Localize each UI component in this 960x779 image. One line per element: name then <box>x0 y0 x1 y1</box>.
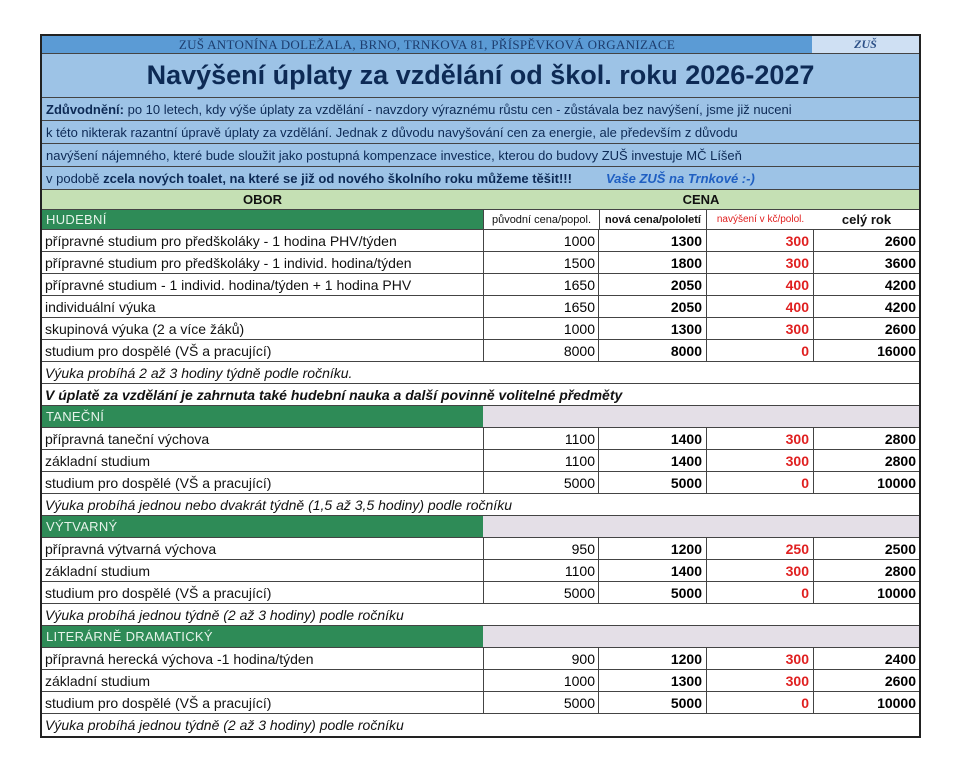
row-full-year: 2400 <box>884 650 916 667</box>
school-logo <box>812 36 919 53</box>
row-increase: 300 <box>706 670 814 691</box>
row-increase: 300 <box>706 428 814 449</box>
row-increase: 300 <box>706 450 814 471</box>
note-row <box>42 494 919 516</box>
row-increase: 300 <box>706 252 814 273</box>
row-orig-price: 1000 <box>483 670 599 691</box>
row-full-year: 2600 <box>884 672 916 689</box>
row-new-price: 1300 <box>670 320 702 337</box>
row-increase: 300 <box>706 318 814 339</box>
row-increase: 300 <box>706 560 814 581</box>
row-orig-price: 900 <box>483 648 599 669</box>
org-banner <box>42 36 919 54</box>
row-name: základní studium <box>45 452 151 469</box>
note-row <box>42 362 919 384</box>
justification-line-2 <box>42 121 919 144</box>
row-full-year: 10000 <box>877 584 916 601</box>
table-row <box>42 428 919 450</box>
row-name: přípravné studium pro předškoláky - 1 individ. hodina/týden <box>45 254 412 271</box>
table-row <box>42 538 919 560</box>
row-increase: 400 <box>706 274 814 295</box>
table-body <box>42 230 919 736</box>
row-new-price: 5000 <box>670 694 702 711</box>
row-increase: 400 <box>706 296 814 317</box>
row-name: základní studium <box>45 672 151 689</box>
new-price-header: nová cena/pololetí <box>599 210 706 229</box>
row-name: skupinová výuka (2 a více žáků) <box>45 320 245 337</box>
note-row <box>42 384 919 406</box>
row-name: přípravné studium - 1 individ. hodina/týden + 1 hodina PHV <box>45 276 412 293</box>
row-orig-price: 1100 <box>483 560 599 581</box>
table-row <box>42 230 919 252</box>
table-row <box>42 648 919 670</box>
row-new-price: 1300 <box>670 232 702 249</box>
row-name: studium pro dospělé (VŠ a pracující) <box>45 694 272 711</box>
table-row <box>42 450 919 472</box>
full-year-header: celý rok <box>814 210 919 229</box>
justification-line-3 <box>42 144 919 167</box>
row-new-price: 2050 <box>670 276 702 293</box>
row-name: základní studium <box>45 562 151 579</box>
section-note: Výuka probíhá 2 až 3 hodiny týdně podle ročníku. <box>45 364 353 381</box>
row-increase: 250 <box>706 538 814 559</box>
note-row <box>42 714 919 736</box>
justification-text-3: navýšení nájemného, které bude sloužit jako postupná kompenzace investice, kterou do budovy ZUŠ investuje MČ Líšeň <box>46 147 742 163</box>
row-orig-price: 1100 <box>483 428 599 449</box>
section-row <box>42 626 919 648</box>
table-row <box>42 274 919 296</box>
row-new-price: 5000 <box>670 584 702 601</box>
row-name: přípravná výtvarná výchova <box>45 540 217 557</box>
row-new-price: 8000 <box>670 342 702 359</box>
row-full-year: 2800 <box>884 452 916 469</box>
table-row <box>42 472 919 494</box>
row-increase: 0 <box>706 692 814 713</box>
column-header-row <box>42 210 919 230</box>
row-full-year: 3600 <box>884 254 916 271</box>
section-note: Výuka probíhá jednou nebo dvakrát týdně (1,5 až 3,5 hodiny) podle ročníku <box>45 496 512 513</box>
obor-header: OBOR <box>243 192 282 207</box>
justification-highlight: zcela nových toalet, na které se již od nového školního roku můžeme těšit!!! <box>103 170 572 186</box>
row-orig-price: 1650 <box>483 296 599 317</box>
row-full-year: 16000 <box>877 342 916 359</box>
row-orig-price: 1650 <box>483 274 599 295</box>
row-full-year: 2800 <box>884 430 916 447</box>
section-note: Výuka probíhá jednou týdně (2 až 3 hodiny) podle ročníku <box>45 606 404 623</box>
row-full-year: 10000 <box>877 694 916 711</box>
row-new-price: 1300 <box>670 672 702 689</box>
row-full-year: 4200 <box>884 298 916 315</box>
row-full-year: 2600 <box>884 320 916 337</box>
section-title: TANEČNÍ <box>42 406 483 427</box>
title-row <box>42 54 919 98</box>
school-logo-text: ZUŠ <box>854 37 877 51</box>
section-note: Výuka probíhá jednou týdně (2 až 3 hodiny) podle ročníku <box>45 717 404 733</box>
table-row <box>42 252 919 274</box>
row-full-year: 2600 <box>884 232 916 249</box>
column-group-header <box>42 190 919 210</box>
section-shade <box>483 516 919 537</box>
row-new-price: 5000 <box>670 474 702 491</box>
row-increase: 300 <box>706 230 814 251</box>
justification-text-4: v podobě <box>46 170 104 186</box>
row-name: přípravná taneční výchova <box>45 430 210 447</box>
row-orig-price: 8000 <box>483 340 599 361</box>
price-sheet <box>40 34 921 738</box>
row-orig-price: 5000 <box>483 582 599 603</box>
row-orig-price: 5000 <box>483 692 599 713</box>
row-orig-price: 1000 <box>483 230 599 251</box>
section-row <box>42 406 919 428</box>
row-orig-price: 1000 <box>483 318 599 339</box>
row-orig-price: 1100 <box>483 450 599 471</box>
row-name: individuální výuka <box>45 298 156 315</box>
signature: Vaše ZUŠ na Trnkové :-) <box>605 170 755 186</box>
row-new-price: 1800 <box>670 254 702 271</box>
page-title: Navýšení úplaty za vzdělání od škol. roku 2026-2027 <box>146 60 815 90</box>
section-title-hudebni: HUDEBNÍ <box>42 210 483 229</box>
justification-text-2: k této nikterak razantní úpravě úplaty za vzdělání. Jednak z důvodu navyšování cen za energie, ale především z důvodu <box>46 124 738 140</box>
cena-header: CENA <box>682 192 720 207</box>
table-row <box>42 692 919 714</box>
justification-text-1: po 10 letech, kdy výše úplaty za vzdělání - navzdory výraznému růstu cen - zůstávala bez navýšení, jsme již nuceni <box>124 101 792 117</box>
row-new-price: 1400 <box>670 430 702 447</box>
row-increase: 0 <box>706 340 814 361</box>
row-new-price: 1400 <box>670 562 702 579</box>
row-increase: 300 <box>706 648 814 669</box>
row-orig-price: 950 <box>483 538 599 559</box>
section-shade <box>483 406 919 427</box>
row-new-price: 1200 <box>670 540 702 557</box>
table-row <box>42 670 919 692</box>
row-name: studium pro dospělé (VŠ a pracující) <box>45 584 272 601</box>
row-increase: 0 <box>706 582 814 603</box>
table-row <box>42 560 919 582</box>
justification-label: Zdůvodnění: <box>46 101 124 117</box>
row-orig-price: 5000 <box>483 472 599 493</box>
row-full-year: 10000 <box>877 474 916 491</box>
note-row <box>42 604 919 626</box>
row-name: studium pro dospělé (VŠ a pracující) <box>45 342 272 359</box>
table-row <box>42 340 919 362</box>
section-title: LITERÁRNĚ DRAMATICKÝ <box>42 626 483 647</box>
section-note-bold: V úplatě za vzdělání je zahrnuta také hudební nauka a další povinně volitelné předměty <box>45 386 623 403</box>
row-new-price: 2050 <box>670 298 702 315</box>
row-full-year: 2500 <box>884 540 916 557</box>
increase-header: navýšení v kč/polol. <box>706 210 814 229</box>
row-orig-price: 1500 <box>483 252 599 273</box>
row-new-price: 1400 <box>670 452 702 469</box>
row-name: přípravné studium pro předškoláky - 1 hodina PHV/týden <box>45 232 397 249</box>
table-row <box>42 582 919 604</box>
row-increase: 0 <box>706 472 814 493</box>
section-title: VÝTVARNÝ <box>42 516 483 537</box>
row-name: studium pro dospělé (VŠ a pracující) <box>45 474 272 491</box>
justification-line-1 <box>42 98 919 121</box>
section-row <box>42 516 919 538</box>
orig-price-header: původní cena/popol. <box>483 210 599 229</box>
section-shade <box>483 626 919 647</box>
row-new-price: 1200 <box>670 650 702 667</box>
org-name: ZUŠ ANTONÍNA DOLEŽALA, BRNO, TRNKOVA 81, PŘÍSPĚVKOVÁ ORGANIZACE <box>178 36 676 52</box>
row-full-year: 2800 <box>884 562 916 579</box>
table-row <box>42 318 919 340</box>
justification-line-4 <box>42 167 919 190</box>
table-row <box>42 296 919 318</box>
row-name: přípravná herecká výchova -1 hodina/týden <box>45 650 314 667</box>
row-full-year: 4200 <box>884 276 916 293</box>
